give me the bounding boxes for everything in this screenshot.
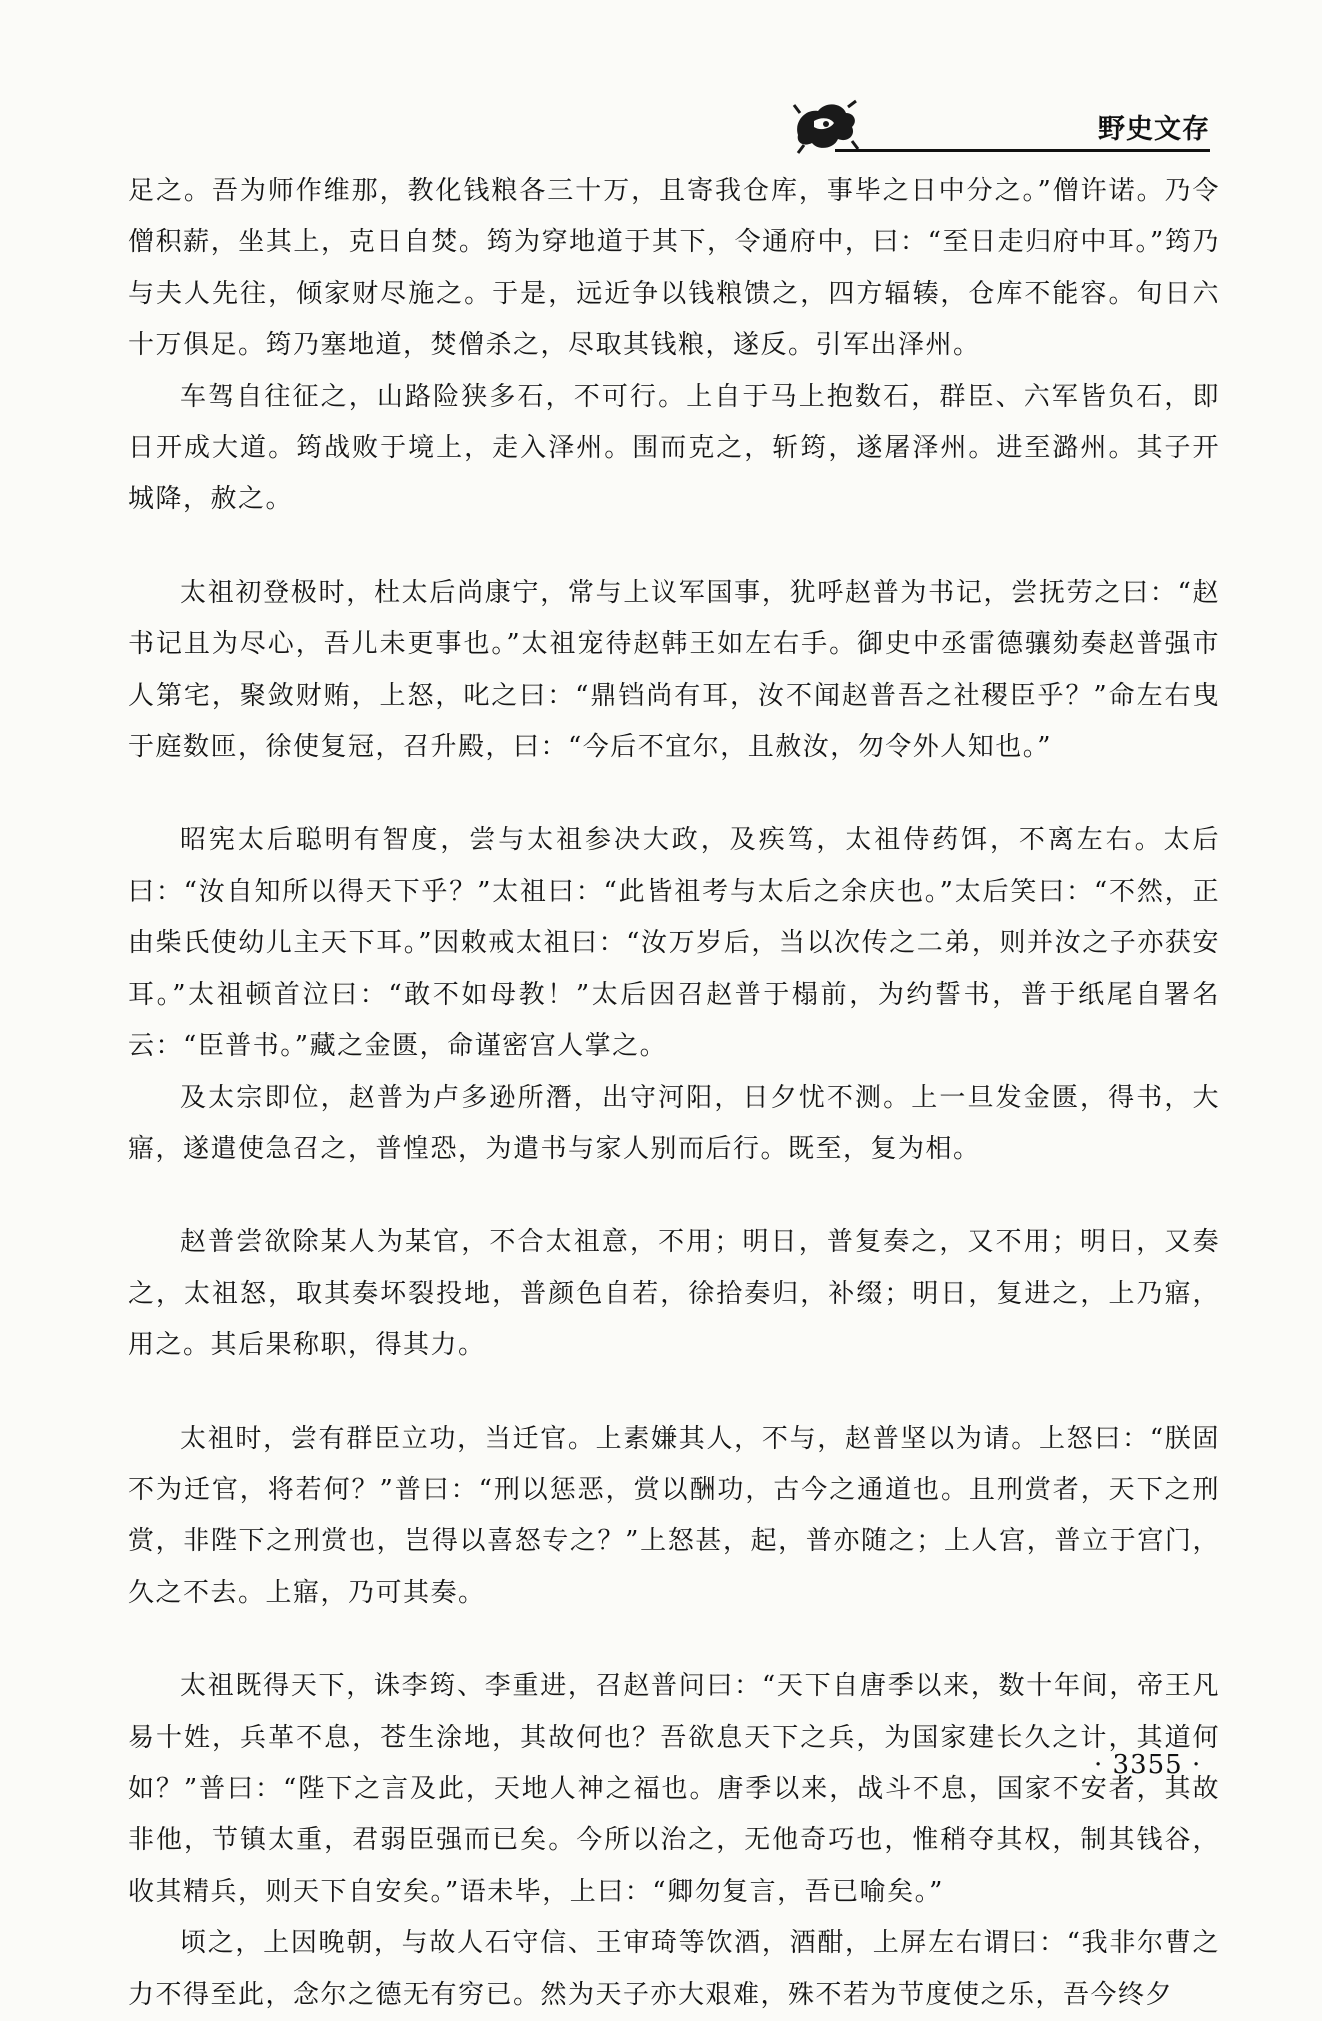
header-rule [835,149,1210,152]
paragraph: 太祖初登极时，杜太后尚康宁，常与上议军国事，犹呼赵普为书记，尝抚劳之曰：“赵书记且为尽心，吾儿未更事也。”太祖宠待赵韩王如左右手。御史中丞雷德骧劾奏赵普强市人第宅，聚敛财贿，上怒，叱之曰：“鼎铛尚有耳，汝不闻赵普吾之社稷臣乎？”命左右曳于庭数匝，徐使复冠，召升殿，曰：“今后不宜尔，且赦汝，勿令外人知也。” [128,577,1220,763]
section-gap [128,1372,1220,1414]
main-text [128,166,1220,2021]
section-gap [128,773,1220,815]
paragraph: 车驾自往征之，山路险狭多石，不可行。上自于马上抱数石，群臣、六军皆负石，即日开成大道。筠战败于境上，走入泽州。围而克之，斩筠，遂屠泽州。进至潞州。其子开城降，赦之。 [128,381,1220,515]
section-gap [128,1619,1220,1661]
section-gap [128,526,1220,568]
paragraph: 太祖时，尝有群臣立功，当迁官。上素嫌其人，不与，赵普坚以为请。上怒曰：“朕固不为迁官，将若何？”普曰：“刑以惩恶，赏以酬功，古今之通道也。且刑赏者，天下之刑赏，非陛下之刑赏也，岂得以喜怒专之？”上怒甚，起，普亦随之；上人宫，普立于宫门，久之不去。上寤，乃可其奏。 [128,1423,1220,1608]
paragraph: 顷之，上因晚朝，与故人石守信、王审琦等饮酒，酒酣，上屏左右谓曰：“我非尔曹之力不得至此，念尔之德无有穷已。然为天子亦大艰难，殊不若为节度使之乐，吾今终夕 [128,1928,1220,2010]
paragraph: 及太宗即位，赵普为卢多逊所潛，出守河阳，日夕忧不测。上一旦发金匮，得书，大寤，遂遣使急召之，普惶恐，为遣书与家人别而后行。既至，复为相。 [128,1082,1220,1164]
section-gap [128,1175,1220,1217]
paragraph: 太祖既得天下，诛李筠、李重进，召赵普问曰：“天下自唐季以来，数十年间，帝王凡易十姓，兵革不息，苍生涂地，其故何也？吾欲息天下之兵，为国家建长久之计，其道何如？”普曰：“陛下之言及此，天地人神之福也。唐季以来，战斗不息，国家不安者，其故非他，节镇太重，君弱臣强而已矣。今所以治之，无他奇巧也，惟稍夺其权，制其钱谷，收其精兵，则天下自安矣。”语未毕，上曰：“卿勿复言，吾已喻矣。” [128,1671,1220,1907]
dragon-logo-icon [790,95,860,155]
page-header [790,95,1210,165]
paragraph: 赵普尝欲除某人为某官，不合太祖意，不用；明日，普复奏之，又不用；明日，又奏之，太祖怒，取其奏坏裂投地，普颜色自若，徐拾奏归，补缀；明日，复进之，上乃寤，用之。其后果称职，得其力。 [128,1227,1220,1361]
page-number: · 3355 · [1094,1750,1202,1780]
paragraph: 足之。吾为师作维那，教化钱粮各三十万，且寄我仓库，事毕之日中分之。”僧许诺。乃令僧积薪，坐其上，克日自焚。筠为穿地道于其下，令通府中，曰：“至日走归府中耳。”筠乃与夫人先往，倾家财尽施之。于是，远近争以钱粮馈之，四方辐辏，仓库不能容。旬日六十万俱足。筠乃塞地道，焚僧杀之，尽取其钱粮，遂反。引军出泽州。 [128,176,1220,361]
series-title: 野史文存 [1098,114,1210,145]
paragraph: 昭宪太后聪明有智度，尝与太祖参决大政，及疾笃，太祖侍药饵，不离左右。太后曰：“汝自知所以得天下乎？”太祖曰：“此皆祖考与太后之余庆也。”太后笑曰：“不然，正由柴氏使幼儿主天下耳。”因敕戒太祖曰：“汝万岁后，当以次传之二弟，则并汝之子亦获安耳。”太祖顿首泣曰：“敢不如母教！”太后因召赵普于榻前，为约誓书，普于纸尾自署名云：“臣普书。”藏之金匮，命谨密宫人掌之。 [128,825,1220,1062]
